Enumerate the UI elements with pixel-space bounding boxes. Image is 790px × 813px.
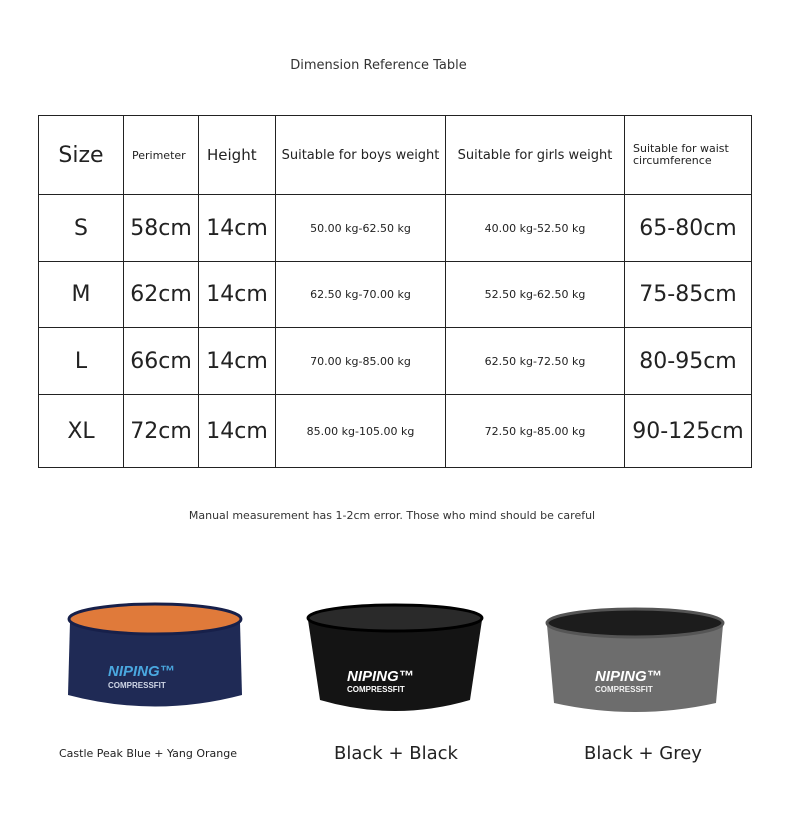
- cell-perimeter: 62cm: [124, 262, 199, 328]
- table-row: [39, 195, 752, 262]
- brand-sub-text: COMPRESSFIT: [595, 685, 653, 694]
- brand-text: NIPING™: [595, 668, 662, 685]
- brand-subtitle: [347, 685, 405, 694]
- brand-subtitle: [108, 681, 166, 690]
- cell-waist: 65-80cm: [625, 195, 752, 262]
- dimension-table: [38, 115, 752, 468]
- header-waist: Suitable for waist circumference: [625, 116, 752, 195]
- cell-boys-weight: 85.00 kg-105.00 kg: [276, 395, 446, 468]
- header-boys-weight: Suitable for boys weight: [276, 116, 446, 195]
- product-image-black-grey: [540, 603, 730, 718]
- brand-logo: [595, 668, 662, 685]
- cell-size: M: [39, 262, 124, 328]
- brand-logo: [108, 663, 175, 680]
- header-height: Height: [199, 116, 276, 195]
- cell-perimeter: 72cm: [124, 395, 199, 468]
- page-title: Dimension Reference Table: [290, 58, 467, 73]
- cell-size: XL: [39, 395, 124, 468]
- cell-size: S: [39, 195, 124, 262]
- cell-height: 14cm: [199, 195, 276, 262]
- belt-body: [308, 620, 482, 711]
- measurement-note: Manual measurement has 1-2cm error. Those who mind should be careful: [188, 509, 596, 522]
- cell-height: 14cm: [199, 262, 276, 328]
- table-row: [39, 262, 752, 328]
- product-caption-black-black: Black + Black: [334, 743, 458, 764]
- cell-waist: 90-125cm: [625, 395, 752, 468]
- brand-sub-text: COMPRESSFIT: [347, 685, 405, 694]
- cell-size: L: [39, 328, 124, 395]
- brand-text: NIPING™: [347, 668, 414, 685]
- brand-text: NIPING™: [108, 663, 175, 680]
- cell-girls-weight: 40.00 kg-52.50 kg: [446, 195, 625, 262]
- cell-perimeter: 58cm: [124, 195, 199, 262]
- cell-girls-weight: 52.50 kg-62.50 kg: [446, 262, 625, 328]
- table-row: [39, 395, 752, 468]
- header-size: Size: [39, 116, 124, 195]
- cell-girls-weight: 62.50 kg-72.50 kg: [446, 328, 625, 395]
- header-perimeter: Perimeter: [124, 116, 199, 195]
- cell-boys-weight: 50.00 kg-62.50 kg: [276, 195, 446, 262]
- cell-boys-weight: 62.50 kg-70.00 kg: [276, 262, 446, 328]
- product-image-black-black: [300, 600, 490, 718]
- product-caption-black-grey: Black + Grey: [584, 743, 702, 764]
- product-caption-blue-orange: Castle Peak Blue + Yang Orange: [59, 747, 237, 760]
- cell-height: 14cm: [199, 395, 276, 468]
- brand-logo: [347, 668, 414, 685]
- table-header-row: [39, 116, 752, 195]
- cell-waist: 80-95cm: [625, 328, 752, 395]
- cell-perimeter: 66cm: [124, 328, 199, 395]
- cell-waist: 75-85cm: [625, 262, 752, 328]
- header-girls-weight: Suitable for girls weight: [446, 116, 625, 195]
- cell-girls-weight: 72.50 kg-85.00 kg: [446, 395, 625, 468]
- brand-sub-text: COMPRESSFIT: [108, 681, 166, 690]
- table-row: [39, 328, 752, 395]
- product-image-blue-orange: [60, 600, 250, 715]
- brand-subtitle: [595, 685, 653, 694]
- cell-height: 14cm: [199, 328, 276, 395]
- cell-boys-weight: 70.00 kg-85.00 kg: [276, 328, 446, 395]
